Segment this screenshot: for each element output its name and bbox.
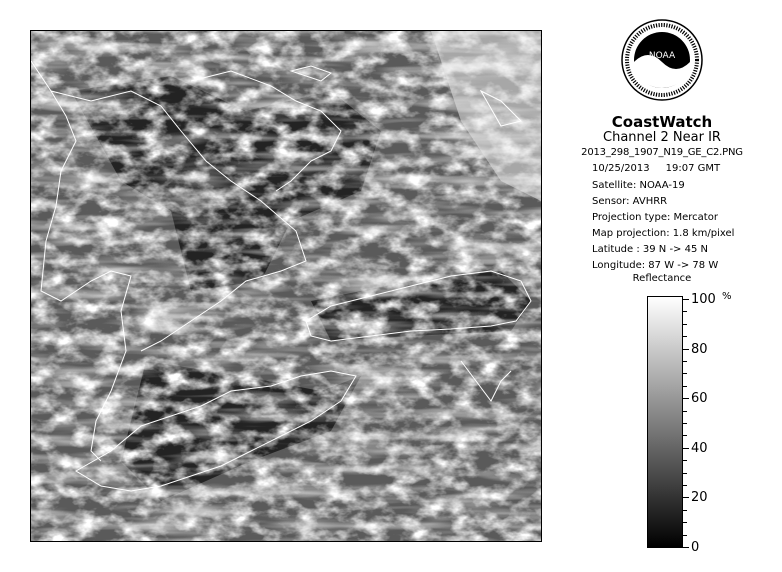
colorbar-tick — [683, 497, 689, 498]
satellite-label: Satellite: NOAA-19 — [592, 180, 685, 191]
date: 10/25/2013 — [592, 163, 650, 174]
logo-text: NOAA — [648, 51, 676, 61]
date-time-line — [592, 163, 720, 174]
sensor-label: Sensor: AVHRR — [592, 196, 668, 207]
filename: 2013_298_1907_N19_GE_C2.PNG — [581, 147, 743, 158]
noaa-logo — [620, 18, 704, 102]
colorbar-tick — [683, 299, 689, 300]
colorbar-tick-label: 100 — [691, 292, 716, 307]
colorbar-minor-tick — [683, 435, 687, 436]
colorbar-minor-tick — [683, 522, 687, 523]
colorbar-minor-tick — [683, 373, 687, 374]
colorbar-minor-tick — [683, 324, 687, 325]
colorbar-minor-tick — [683, 460, 687, 461]
latitude-label: Latitude : 39 N -> 45 N — [592, 244, 708, 255]
colorbar-minor-tick — [683, 510, 687, 511]
product-title: CoastWatch — [611, 113, 713, 131]
longitude-label: Longitude: 87 W -> 78 W — [592, 260, 719, 271]
projection-type-label: Projection type: Mercator — [592, 212, 718, 223]
colorbar-minor-tick — [683, 361, 687, 362]
colorbar-minor-tick — [683, 311, 687, 312]
colorbar-minor-tick — [683, 386, 687, 387]
colorbar-minor-tick — [683, 473, 687, 474]
colorbar-tick-label: 0 — [691, 540, 700, 555]
colorbar-tick — [683, 349, 689, 350]
colorbar-minor-tick — [683, 535, 687, 536]
colorbar-tick-label: 20 — [691, 490, 708, 505]
colorbar-minor-tick — [683, 411, 687, 412]
time: 19:07 GMT — [665, 163, 721, 174]
satellite-image-svg — [31, 31, 541, 541]
colorbar-tick — [683, 547, 689, 548]
colorbar-minor-tick — [683, 423, 687, 424]
colorbar-tick-label: 40 — [691, 441, 708, 456]
map-projection-label: Map projection: 1.8 km/pixel — [592, 228, 735, 239]
colorbar-minor-tick — [683, 485, 687, 486]
satellite-image — [30, 30, 542, 542]
colorbar-tick — [683, 398, 689, 399]
colorbar-minor-tick — [683, 336, 687, 337]
legend-title: Reflectance — [632, 273, 692, 284]
channel-subtitle: Channel 2 Near IR — [603, 130, 721, 145]
colorbar-tick-label: 80 — [691, 342, 708, 357]
colorbar-tick — [683, 448, 689, 449]
colorbar-tick-label: 60 — [691, 391, 708, 406]
legend-unit: % — [722, 291, 732, 302]
reflectance-colorbar — [647, 296, 683, 548]
